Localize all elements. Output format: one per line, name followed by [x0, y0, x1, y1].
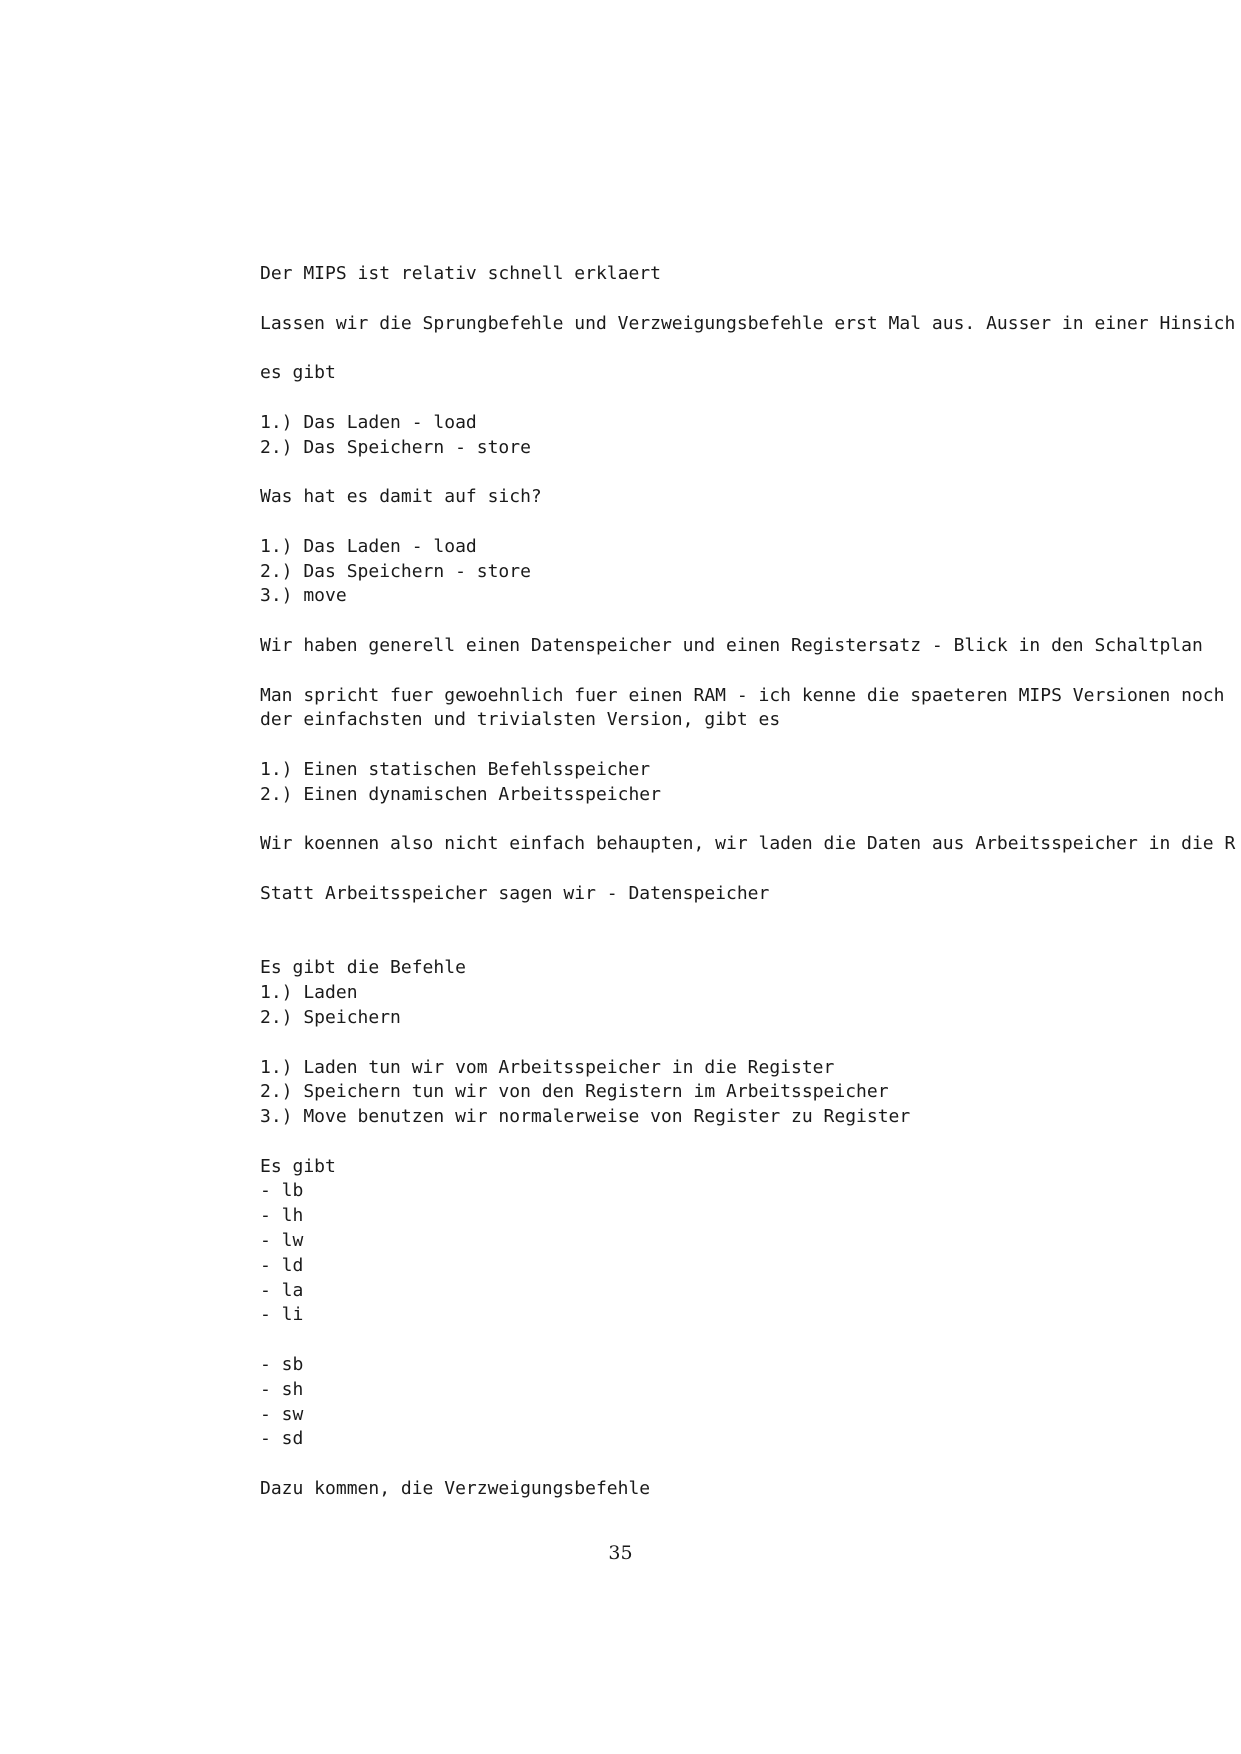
text-line: 2.) Das Speichern - store [260, 560, 531, 582]
text-line: Es gibt die Befehle [260, 957, 466, 979]
blank-line [260, 659, 1241, 684]
text-line: Statt Arbeitsspeicher sagen wir - Datenspeicher [260, 882, 770, 904]
text-line: 1.) Einen statischen Befehlsspeicher [260, 758, 651, 780]
text-line: 1.) Laden [260, 982, 358, 1004]
blank-line [260, 336, 1241, 361]
text-line: - sb [260, 1354, 304, 1376]
page-number: 35 [608, 1542, 633, 1564]
text-line: 3.) Move benutzen wir normalerweise von Register zu Register [260, 1106, 911, 1128]
text-line: - sd [260, 1428, 304, 1450]
blank-line [260, 287, 1241, 312]
text-line: Wir haben generell einen Datenspeicher und einen Registersatz - Blick in den Schaltplan [260, 634, 1203, 656]
blank-line [260, 733, 1241, 758]
text-line: 2.) Speichern tun wir von den Registern im Arbeitsspeicher [260, 1081, 889, 1103]
blank-line [260, 907, 1241, 932]
text-line: - sh [260, 1378, 304, 1400]
text-line: - lw [260, 1230, 304, 1252]
blank-line [260, 857, 1241, 882]
text-line: 1.) Das Laden - load [260, 411, 477, 433]
blank-line [260, 1130, 1241, 1155]
text-line: - ld [260, 1254, 304, 1276]
text-line: 2.) Speichern [260, 1006, 401, 1028]
text-line: der einfachsten und trivialsten Version, gibt es [260, 709, 781, 731]
text-line: - lh [260, 1205, 304, 1227]
text-line: es gibt [260, 362, 336, 384]
text-line: 2.) Einen dynamischen Arbeitsspeicher [260, 783, 661, 805]
document-text [260, 262, 1241, 1502]
text-line: - la [260, 1279, 304, 1301]
text-line: Man spricht fuer gewoehnlich fuer einen RAM - ich kenne die spaeteren MIPS Versionen noch [260, 684, 1236, 706]
blank-line [260, 1328, 1241, 1353]
text-line: Dazu kommen, die Verzweigungsbefehle [260, 1478, 651, 1500]
text-line: - lb [260, 1180, 304, 1202]
blank-line [260, 808, 1241, 833]
text-line: 1.) Das Laden - load [260, 535, 477, 557]
text-line: 1.) Laden tun wir vom Arbeitsspeicher in die Register [260, 1056, 835, 1078]
blank-line [260, 932, 1241, 957]
text-line: Wir koennen also nicht einfach behaupten, wir laden die Daten aus Arbeitsspeicher in die R [260, 833, 1236, 855]
text-line: - li [260, 1304, 304, 1326]
text-line: Was hat es damit auf sich? [260, 486, 542, 508]
blank-line [260, 510, 1241, 535]
blank-line [260, 1031, 1241, 1056]
blank-line [260, 609, 1241, 634]
text-line: 2.) Das Speichern - store [260, 436, 531, 458]
blank-line [260, 386, 1241, 411]
text-line: Der MIPS ist relativ schnell erklaert [260, 263, 661, 284]
blank-line [260, 1452, 1241, 1477]
text-line: Lassen wir die Sprungbefehle und Verzweigungsbefehle erst Mal aus. Ausser in einer Hinsich [260, 312, 1236, 334]
blank-line [260, 460, 1241, 485]
text-line: Es gibt [260, 1155, 336, 1177]
text-line: 3.) move [260, 585, 347, 607]
text-line: - sw [260, 1403, 304, 1425]
